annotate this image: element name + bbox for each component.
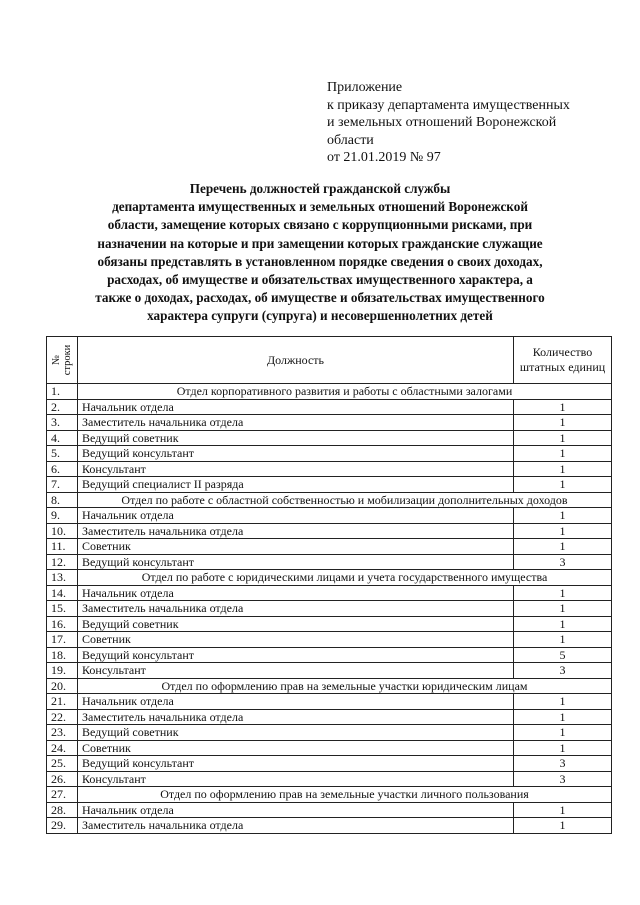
table-row <box>47 647 612 663</box>
title-line: назначении на которые и при замещении которых гражданские служащие <box>97 235 543 251</box>
title-line: характера супруги (супруга) и несовершеннолетних детей <box>147 308 493 324</box>
staff-count: 1 <box>514 446 612 462</box>
staff-count: 3 <box>514 554 612 570</box>
staff-count: 1 <box>514 818 612 834</box>
department-row <box>47 384 612 400</box>
table-row <box>47 694 612 710</box>
row-number: 1. <box>47 384 78 400</box>
position-title: Советник <box>78 740 514 756</box>
appendix-date-number: от 21.01.2019 № 97 <box>327 150 441 165</box>
row-number: 24. <box>47 740 78 756</box>
row-number: 12. <box>47 554 78 570</box>
table-row <box>47 508 612 524</box>
position-title: Ведущий советник <box>78 616 514 632</box>
table-row <box>47 616 612 632</box>
position-title: Заместитель начальника отдела <box>78 818 514 834</box>
position-title: Ведущий консультант <box>78 647 514 663</box>
row-number: 26. <box>47 771 78 787</box>
table-row <box>47 709 612 725</box>
staff-count: 1 <box>514 430 612 446</box>
position-title: Заместитель начальника отдела <box>78 709 514 725</box>
staff-count: 1 <box>514 709 612 725</box>
row-number: 5. <box>47 446 78 462</box>
staff-count: 1 <box>514 725 612 741</box>
table-row <box>47 539 612 555</box>
table-row <box>47 601 612 617</box>
row-number: 23. <box>47 725 78 741</box>
row-number-header <box>47 337 78 384</box>
row-number: 7. <box>47 477 78 493</box>
staff-count: 1 <box>514 585 612 601</box>
position-title: Начальник отдела <box>78 694 514 710</box>
row-number: 14. <box>47 585 78 601</box>
position-title: Советник <box>78 539 514 555</box>
table-row <box>47 461 612 477</box>
position-title: Начальник отдела <box>78 585 514 601</box>
row-number: 22. <box>47 709 78 725</box>
position-title: Начальник отдела <box>78 399 514 415</box>
row-number: 29. <box>47 818 78 834</box>
staff-count: 1 <box>514 802 612 818</box>
department-row <box>47 570 612 586</box>
table-row <box>47 523 612 539</box>
row-number: 10. <box>47 523 78 539</box>
row-number: 11. <box>47 539 78 555</box>
title-line: также о доходах, расходах, об имуществе и обязательствах имущественного <box>95 290 545 306</box>
staff-count: 1 <box>514 601 612 617</box>
staff-count: 1 <box>514 632 612 648</box>
table-row <box>47 756 612 772</box>
table-row <box>47 725 612 741</box>
positions-table <box>46 336 612 834</box>
staff-count: 5 <box>514 647 612 663</box>
title-line: области, замещение которых связано с коррупционными рисками, при <box>107 217 533 233</box>
position-title: Ведущий консультант <box>78 446 514 462</box>
department-name: Отдел по оформлению прав на земельные участки личного пользования <box>78 787 612 803</box>
title-line: департамента имущественных и земельных отношений Воронежской <box>112 199 528 215</box>
staff-count: 3 <box>514 771 612 787</box>
table-row <box>47 585 612 601</box>
position-title: Ведущий советник <box>78 430 514 446</box>
title-line: Перечень должностей гражданской службы <box>189 181 451 196</box>
table-header <box>47 337 612 384</box>
row-number: 8. <box>47 492 78 508</box>
row-number: 9. <box>47 508 78 524</box>
staff-count: 1 <box>514 415 612 431</box>
table-row <box>47 477 612 493</box>
table-row <box>47 663 612 679</box>
row-number: 21. <box>47 694 78 710</box>
row-number: 28. <box>47 802 78 818</box>
appendix-line: и земельных отношений Воронежской <box>327 115 557 130</box>
table-row <box>47 446 612 462</box>
row-number: 25. <box>47 756 78 772</box>
staff-count: 1 <box>514 523 612 539</box>
department-name: Отдел по работе с областной собственностью и мобилизации дополнительных доходов <box>78 492 612 508</box>
staff-count: 1 <box>514 461 612 477</box>
row-number: 16. <box>47 616 78 632</box>
appendix-block <box>327 79 570 167</box>
position-title: Ведущий советник <box>78 725 514 741</box>
title-line: обязаны представлять в установленном порядке сведения о своих доходах, <box>97 253 543 269</box>
row-number-header-line: № <box>51 354 62 366</box>
department-row <box>47 787 612 803</box>
row-number: 20. <box>47 678 78 694</box>
document-title <box>30 180 610 326</box>
position-title: Заместитель начальника отдела <box>78 415 514 431</box>
staff-count: 1 <box>514 399 612 415</box>
department-row <box>47 678 612 694</box>
table-row <box>47 632 612 648</box>
appendix-line: области <box>327 132 374 148</box>
table-row <box>47 554 612 570</box>
position-title: Консультант <box>78 771 514 787</box>
staff-count: 1 <box>514 694 612 710</box>
row-number: 19. <box>47 663 78 679</box>
row-number-header-line: строки <box>62 344 73 376</box>
row-number: 2. <box>47 399 78 415</box>
appendix-line: Приложение <box>327 80 403 95</box>
count-header: Количество штатных единиц <box>514 337 612 384</box>
appendix-line: к приказу департамента имущественных <box>327 97 570 113</box>
row-number: 13. <box>47 570 78 586</box>
row-number: 3. <box>47 415 78 431</box>
table-row <box>47 430 612 446</box>
staff-count: 1 <box>514 616 612 632</box>
row-number: 27. <box>47 787 78 803</box>
position-title: Начальник отдела <box>78 508 514 524</box>
table-row <box>47 399 612 415</box>
table-row <box>47 771 612 787</box>
position-header: Должность <box>78 337 514 384</box>
table-row <box>47 740 612 756</box>
table-row <box>47 818 612 834</box>
department-name: Отдел корпоративного развития и работы с областными залогами <box>78 384 612 400</box>
table-body <box>47 384 612 834</box>
staff-count: 1 <box>514 508 612 524</box>
table-row <box>47 802 612 818</box>
staff-count: 3 <box>514 756 612 772</box>
staff-count: 1 <box>514 477 612 493</box>
position-title: Ведущий консультант <box>78 554 514 570</box>
position-title: Советник <box>78 632 514 648</box>
position-title: Начальник отдела <box>78 802 514 818</box>
title-line: расходах, об имуществе и обязательствах имущественного характера, а <box>107 272 533 288</box>
department-name: Отдел по работе с юридическими лицами и учета государственного имущества <box>78 570 612 586</box>
position-title: Заместитель начальника отдела <box>78 601 514 617</box>
position-title: Консультант <box>78 461 514 477</box>
table-row <box>47 415 612 431</box>
row-number: 17. <box>47 632 78 648</box>
department-row <box>47 492 612 508</box>
row-number: 6. <box>47 461 78 477</box>
row-number: 4. <box>47 430 78 446</box>
position-title: Ведущий специалист II разряда <box>78 477 514 493</box>
department-name: Отдел по оформлению прав на земельные участки юридическим лицам <box>78 678 612 694</box>
row-number: 18. <box>47 647 78 663</box>
position-title: Ведущий консультант <box>78 756 514 772</box>
staff-count: 1 <box>514 539 612 555</box>
position-title: Заместитель начальника отдела <box>78 523 514 539</box>
staff-count: 3 <box>514 663 612 679</box>
staff-count: 1 <box>514 740 612 756</box>
position-title: Консультант <box>78 663 514 679</box>
row-number: 15. <box>47 601 78 617</box>
